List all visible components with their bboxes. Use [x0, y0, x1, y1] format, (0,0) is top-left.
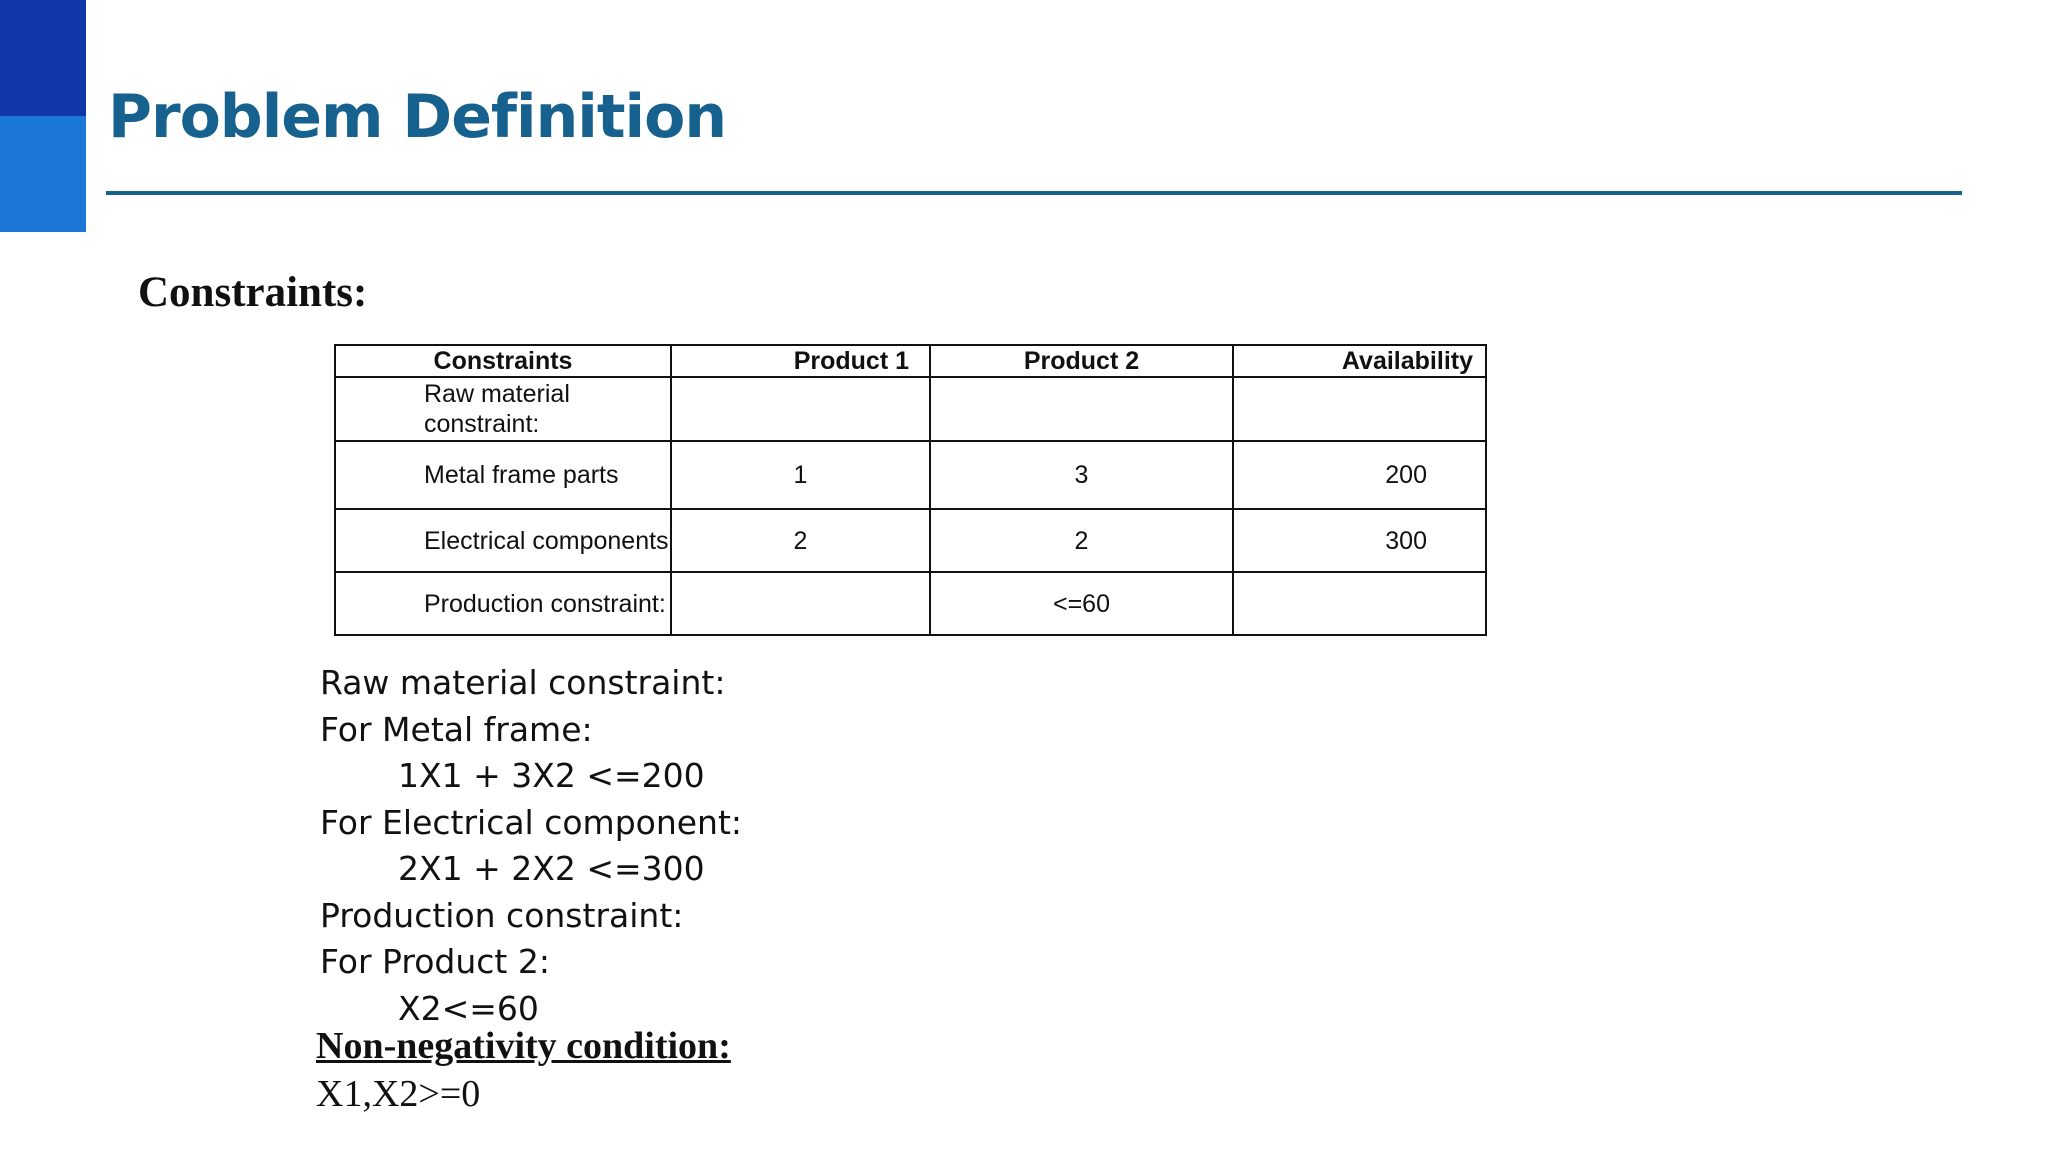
non-negativity-expression: X1,X2>=0	[316, 1073, 481, 1115]
cell-product-1	[671, 572, 930, 635]
equation-line: For Metal frame:	[320, 709, 593, 749]
title-divider	[106, 191, 1962, 195]
equation-line: X2<=60	[398, 988, 539, 1028]
cell-product-2	[930, 377, 1233, 441]
row-label: Raw material constraint:	[335, 377, 671, 441]
equation-line: For Product 2:	[320, 942, 550, 981]
cell-product-1: 1	[671, 441, 930, 509]
header-product-2: Product 2	[930, 345, 1233, 377]
table-row	[335, 441, 1486, 509]
equation-line: 2X1 + 2X2 <=300	[398, 849, 705, 888]
cell-availability: 300	[1233, 509, 1486, 572]
accent-block-light	[0, 116, 86, 232]
cell-product-1	[671, 377, 930, 441]
equation-line: Production constraint:	[320, 895, 684, 935]
header-availability: Availability	[1233, 345, 1486, 377]
table-row	[335, 377, 1486, 441]
constraint-equations	[320, 660, 742, 1032]
non-negativity-heading: Non-negativity condition:	[316, 1025, 731, 1067]
cell-product-2: <=60	[930, 572, 1233, 635]
cell-product-2: 2	[930, 509, 1233, 572]
cell-availability	[1233, 377, 1486, 441]
constraints-table	[334, 344, 1487, 636]
table-row	[335, 509, 1486, 572]
equation-line: Raw material constraint:	[320, 663, 726, 702]
cell-product-1: 2	[671, 509, 930, 572]
section-heading: Constraints:	[138, 269, 368, 316]
row-label: Production constraint:	[335, 572, 671, 635]
row-label: Electrical components	[335, 509, 671, 572]
cell-availability	[1233, 572, 1486, 635]
header-product-1: Product 1	[671, 345, 930, 377]
equation-line: 1X1 + 3X2 <=200	[398, 756, 705, 795]
header-constraints: Constraints	[335, 345, 671, 377]
slide-title: Problem Definition	[108, 82, 727, 152]
table-row	[335, 572, 1486, 635]
row-label: Metal frame parts	[335, 441, 671, 509]
cell-availability: 200	[1233, 441, 1486, 509]
cell-product-2: 3	[930, 441, 1233, 509]
table-header-row	[335, 345, 1486, 377]
accent-block-dark	[0, 0, 86, 116]
equation-line: For Electrical component:	[320, 802, 743, 842]
